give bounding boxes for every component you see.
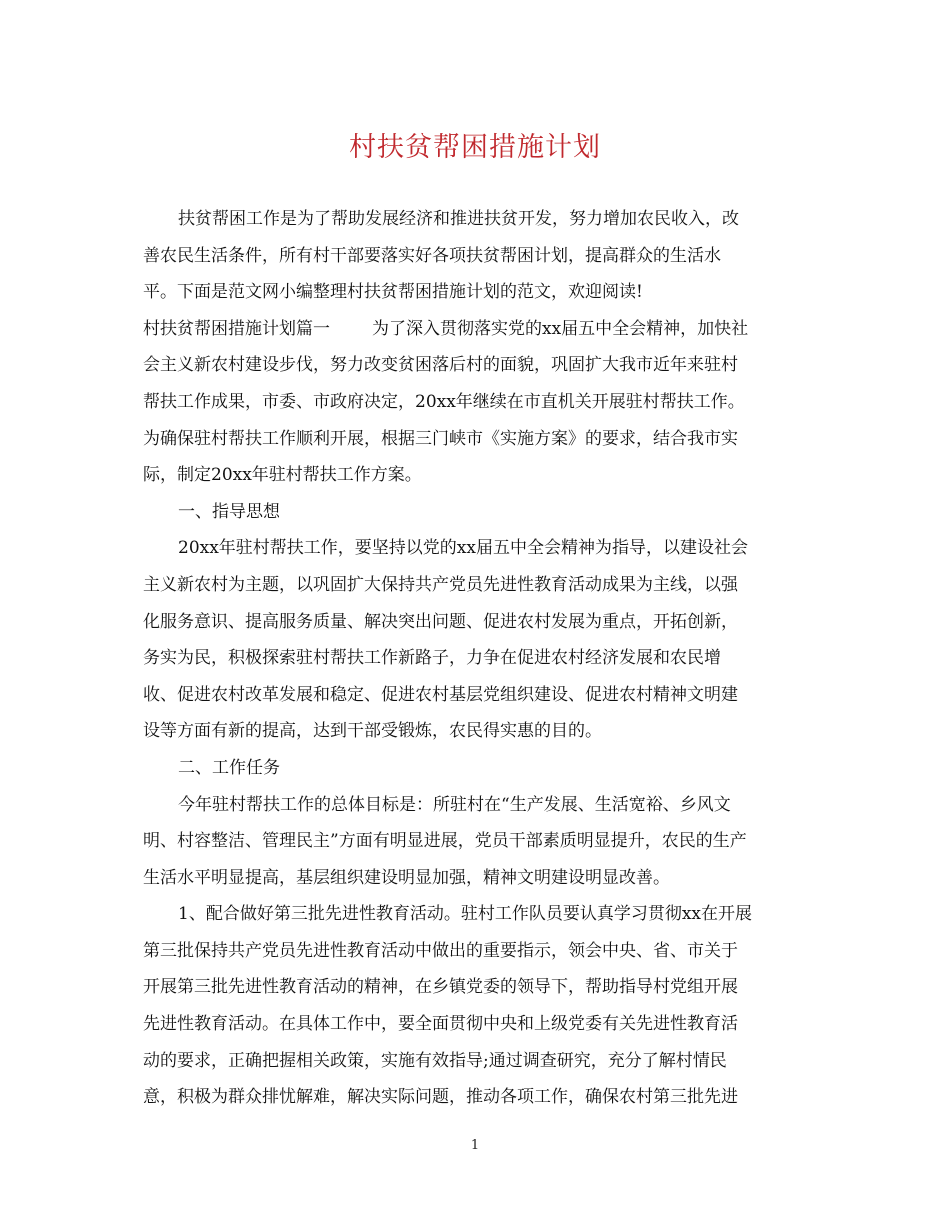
text-line: 主义新农村为主题，以巩固扩大保持共产党员先进性教育活动成果为主线，以强 [143,574,738,595]
text-line: 今年驻村帮扶工作的总体目标是：所驻村在“生产发展、生活宽裕、乡风文 [178,794,731,815]
text-line: 生活水平明显提高，基层组织建设明显加强，精神文明建设明显改善。 [143,867,670,888]
heading-work-tasks: 二、工作任务 [178,757,280,778]
text-line: 平。下面是范文网小编整理村扶贫帮困措施计划的范文，欢迎阅读! [143,282,643,303]
page-number: 1 [470,1138,480,1153]
text-line: 为确保驻村帮扶工作顺利开展，根据三门峡市《实施方案》的要求，结合我市实 [143,428,738,449]
text-line: 化服务意识、提高服务质量、解决突出问题、促进农村发展为重点，开拓创新， [143,611,738,632]
text-line: 扶贫帮困工作是为了帮助发展经济和推进扶贫开发，努力增加农民收入，改 [178,209,739,229]
text-line: 先进性教育活动。在具体工作中，要全面贯彻中央和上级党委有关先进性教育活 [143,1014,738,1035]
text-line: 务实为民，积极探索驻村帮扶工作新路子，力争在促进农村经济发展和农民增 [143,648,721,669]
text-line: 第三批保持共产党员先进性教育活动中做出的重要指示，领会中央、省、市关于 [143,940,738,961]
text-line: 1、配合做好第三批先进性教育活动。驻村工作队员要认真学习贯彻xx在开展 [178,904,752,925]
text-line: 善农民生活条件，所有村干部要落实好各项扶贫帮困计划，提高群众的生活水 [143,245,721,266]
text-line: 际，制定20xx年驻村帮扶工作方案。 [143,465,422,486]
section-text: 为了深入贯彻落实党的xx届五中全会精神，加快社 [372,318,749,339]
heading-guiding-thought: 一、指导思想 [178,501,280,522]
text-line: 开展第三批先进性教育活动的精神，在乡镇党委的领导下，帮助指导村党组开展 [143,977,738,998]
section-line [143,311,808,348]
document-body [143,201,808,1116]
text-line: 20xx年驻村帮扶工作，要坚持以党的xx届五中全会精神为指导，以建设社会 [178,538,748,559]
section-heading: 村扶贫帮困措施计划篇一 [143,318,330,339]
text-line: 设等方面有新的提高，达到干部受锻炼，农民得实惠的目的。 [143,721,602,742]
text-line: 会主义新农村建设步伐，努力改变贫困落后村的面貌，巩固扩大我市近年来驻村 [143,355,738,376]
document-title: 村扶贫帮困措施计划 [349,132,601,163]
text-line: 明、村容整洁、管理民主”方面有明显进展，党员干部素质明显提升，农民的生产 [143,831,747,852]
text-line: 意，积极为群众排忧解难，解决实际问题，推动各项工作，确保农村第三批先进 [143,1087,738,1108]
text-line: 动的要求，正确把握相关政策，实施有效指导;通过调查研究，充分了解村情民 [143,1050,727,1071]
text-line: 收、促进农村改革发展和稳定、促进农村基层党组织建设、促进农村精神文明建 [143,684,738,705]
text-line: 帮扶工作成果，市委、市政府决定，20xx年继续在市直机关开展驻村帮扶工作。 [143,391,745,412]
